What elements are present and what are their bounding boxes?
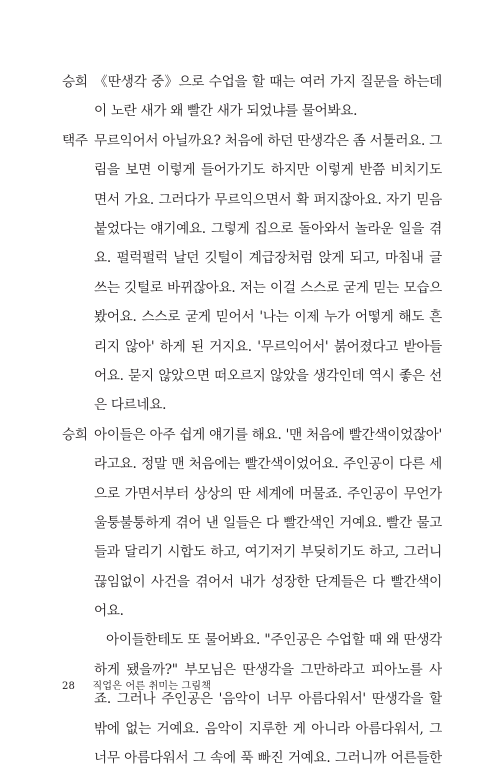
- speaker-label: 승희: [62, 74, 88, 90]
- text-line: 너무 아름다워서 그 속에 푹 빠진 거예요. 그러니까 어른들한: [94, 750, 442, 767]
- text-line: 라고요. 정말 맨 처음에는 빨간색이었어요. 주인공이 다른 세: [94, 456, 442, 473]
- speaker-label: 택주: [62, 132, 88, 149]
- text-line: 쓰는 깃털로 바뀌잖아요. 저는 이걸 스스로 굳게 믿는 모습으: [94, 279, 442, 296]
- dialogue-turn: [62, 68, 442, 127]
- text-line: 으로 가면서부터 상상의 딴 세계에 머물죠. 주인공이 무언가: [94, 485, 442, 502]
- paragraph-first-line: 아이들한테도 또 물어봐요. "주인공은 수업할 때 왜 딴생각: [106, 632, 442, 649]
- text-line: 어요.: [94, 603, 124, 620]
- text-line: 끊임없이 사건을 겪어서 내가 성장한 단계들은 다 빨간색이: [94, 573, 442, 590]
- text-line: 요. 펄럭펄럭 날던 깃털이 계급장처럼 앉게 되고, 마침내 글: [94, 250, 442, 267]
- text-line: 아이들은 아주 쉽게 얘기를 해요. '맨 처음에 빨간색이었잖아': [94, 426, 442, 443]
- text-line: 밖에 없는 거예요. 음악이 지루한 게 아니라 아름다워서, 그: [94, 720, 442, 737]
- text-line: 이 노란 새가 왜 빨간 새가 되었냐를 물어봐요.: [94, 103, 358, 120]
- speaker-label: 승희: [62, 426, 88, 443]
- text-line: 하게 됐을까?" 부모님은 딴생각을 그만하라고 피아노를 사: [94, 661, 442, 678]
- text-line: 울퉁불퉁하게 겪어 낸 일들은 다 빨간색인 거예요. 빨간 물고: [94, 514, 442, 531]
- text-line: 은 다르네요.: [94, 397, 167, 414]
- text-line: 죠. 그러나 주인공은 '음악이 너무 아름다워서' 딴생각을 할: [94, 691, 442, 708]
- running-title: 직업은 어른 취미는 그림책: [92, 681, 212, 692]
- text-line: 어요. 묻지 않았으면 떠오르지 않았을 생각인데 역시 좋은 선: [94, 367, 442, 384]
- text-line: 들과 달리기 시합도 하고, 여기저기 부딪히기도 하고, 그러니: [94, 544, 442, 561]
- dialogue-turn: [62, 127, 442, 421]
- text-line: 면서 가요. 그러다가 무르익으면서 확 퍼지잖아요. 자기 믿음: [94, 191, 442, 208]
- text-line: 《딴생각 중》으로 수업을 할 때는 여러 가지 질문을 하는데: [94, 74, 442, 90]
- page-footer: [62, 677, 211, 692]
- text-line: 봤어요. 스스로 굳게 믿어서 '나는 이제 누가 어떻게 해도 흔: [94, 309, 442, 326]
- text-line: 리지 않아' 하게 된 거지요. '무르익어서' 붉어졌다고 받아들: [94, 338, 442, 355]
- page-number: 28: [62, 681, 76, 692]
- text-line: 붙었다는 얘기예요. 그렇게 집으로 돌아와서 놀라운 일을 겪: [94, 220, 442, 237]
- dialogue-turn: [62, 421, 442, 773]
- text-line: 림을 보면 이렇게 들어가기도 하지만 이렇게 반쯤 비치기도: [94, 162, 442, 179]
- text-line: 무르익어서 아닐까요? 처음에 하던 딴생각은 좀 서툴러요. 그: [94, 132, 442, 149]
- dialogue-body: [62, 68, 442, 773]
